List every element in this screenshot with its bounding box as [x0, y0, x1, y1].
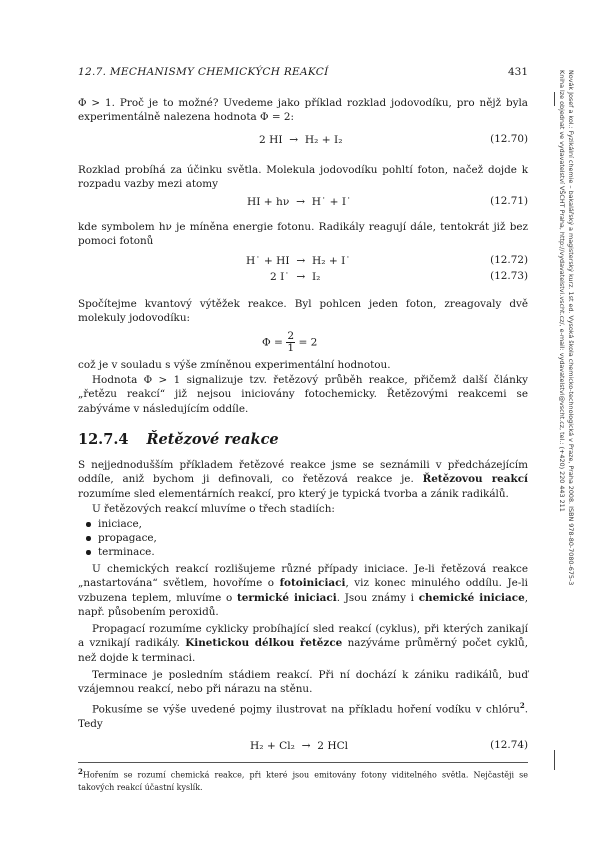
equation-number: (12.74) [490, 739, 528, 751]
paragraph: U chemických reakcí rozlišujeme různé případy iniciace. Je-li řetězová reakce „nastartována“ světlem, hovoříme o fotoiniciaci, viz konec minulého oddílu. Je-li vzbuzena teplem, mluvíme o termické iniciaci. Jsou známy i chemické iniciace, např. působením peroxidů. [78, 563, 528, 619]
term-chain-reaction: Řetězovou reakcí [422, 473, 528, 486]
list-item: terminace. [78, 545, 157, 559]
paragraph: Propagací rozumíme cyklicky probíhající sled reakcí (cyklus), při kterých zanikají a vznikají radikály. Kinetickou délkou řetězce nazýváme průměrný počet cyklů, než dojde k terminaci. [78, 623, 528, 664]
paragraph: Pokusíme se výše uvedené pojmy ilustrovat na příkladu hoření vodíku v chlóru$^2$. Tedy [78, 701, 528, 730]
page-number: 431 [507, 66, 528, 78]
equation-number: (12.70) [490, 133, 528, 145]
paragraph: S nejjednodušším příkladem řetězové reakce jsme se seznámili v předcházejícím oddíle, aniž bychom ji definovali, co řetězová reakce je. Řetězovou reakcí rozumíme sled elementárních reakcí, pro který je typická tvorba a zánik radikálů. [78, 459, 528, 500]
footnote-rule [78, 762, 528, 763]
equation-12-74: H₂ + Cl₂ → 2 HCl [250, 740, 349, 752]
equation-number: (12.72) [490, 254, 528, 266]
equation-12-73: 2 I˙ → I₂ [270, 271, 321, 283]
equation-12-70: 2 HI → H₂ + I₂ [259, 134, 343, 146]
section-heading [78, 431, 279, 448]
paragraph: Spočítejme kvantový výtěžek reakce. Byl pohlcen jeden foton, zreagovaly dvě molekuly jodovodíku: [78, 298, 528, 325]
margin-bar [554, 750, 555, 770]
equation-number: (12.73) [490, 270, 528, 282]
equation-quantum-yield: Φ = $\frac{2}{1}$ = 2 [262, 330, 318, 354]
equation-number: (12.71) [490, 195, 528, 207]
paragraph: což je v souladu s výše zmíněnou experimentální hodnotou. [78, 359, 391, 371]
fraction: $\frac{2}{1}$ [287, 330, 295, 354]
paragraph: kde symbolem hν je míněna energie fotonu. Radikály reagují dále, tentokrát již bez pomoci fotonů [78, 221, 528, 248]
list-item: iniciace, [78, 517, 157, 531]
footnote: $^2$Hořením se rozumí chemická reakce, při které jsou emitovány fotony viditelného světla. Nejčastěji se takových reakcí účastní kyslík. [78, 767, 528, 792]
stages-list [78, 517, 157, 559]
paragraph: Terminace je posledním stádiem reakcí. Při ní dochází k zániku radikálů, buď vzájemnou reakcí, nebo při nárazu na stěnu. [78, 669, 528, 696]
list-item: propagace, [78, 531, 157, 545]
paragraph: Rozklad probíhá za účinku světla. Molekula jodovodíku pohltí foton, načež dojde k rozpadu vazby mezi atomy [78, 164, 528, 191]
running-header-title: 12.7. MECHANISMY CHEMICKÝCH REAKCÍ [78, 66, 329, 78]
paragraph: U řetězových reakcí mluvíme o třech stadiích: [92, 503, 335, 515]
margin-bar [554, 92, 555, 106]
paragraph: Φ > 1. Proč je to možné? Uvedeme jako příklad rozklad jodovodíku, pro nějž byla experimentálně nalezena hodnota Φ = 2: [78, 97, 528, 124]
equation-12-71: HI + hν → H˙ + I˙ [247, 196, 352, 208]
section-title: Řetězové reakce [146, 431, 279, 448]
section-number: 12.7.4 [78, 431, 129, 448]
paragraph: Hodnota Φ > 1 signalizuje tzv. řetězový průběh reakce, přičemž další články „řetězu reakcí“ již nejsou iniciovány fotochemicky. Řetězovými reakcemi se zabýváme v následujícím oddíle. [78, 374, 528, 415]
side-note: Novák Josef a kol.: Fyzikální chemie – bakalářský a magisterský kurz. 1st ed. Vysoká škola chemicko-technologická v Praze, Praha 2008. ISBN 978-80-7080-675-3 Kniha lze objednat ve vydavatelství VŠCHT Praha, http://vydavatelstvi.vscht.cz/, e-mail: vydavatelstvi@vscht.cz, tel.: (+420) 220 443 211 [558, 70, 575, 586]
equation-12-72: H˙ + HI → H₂ + I˙ [246, 255, 351, 267]
